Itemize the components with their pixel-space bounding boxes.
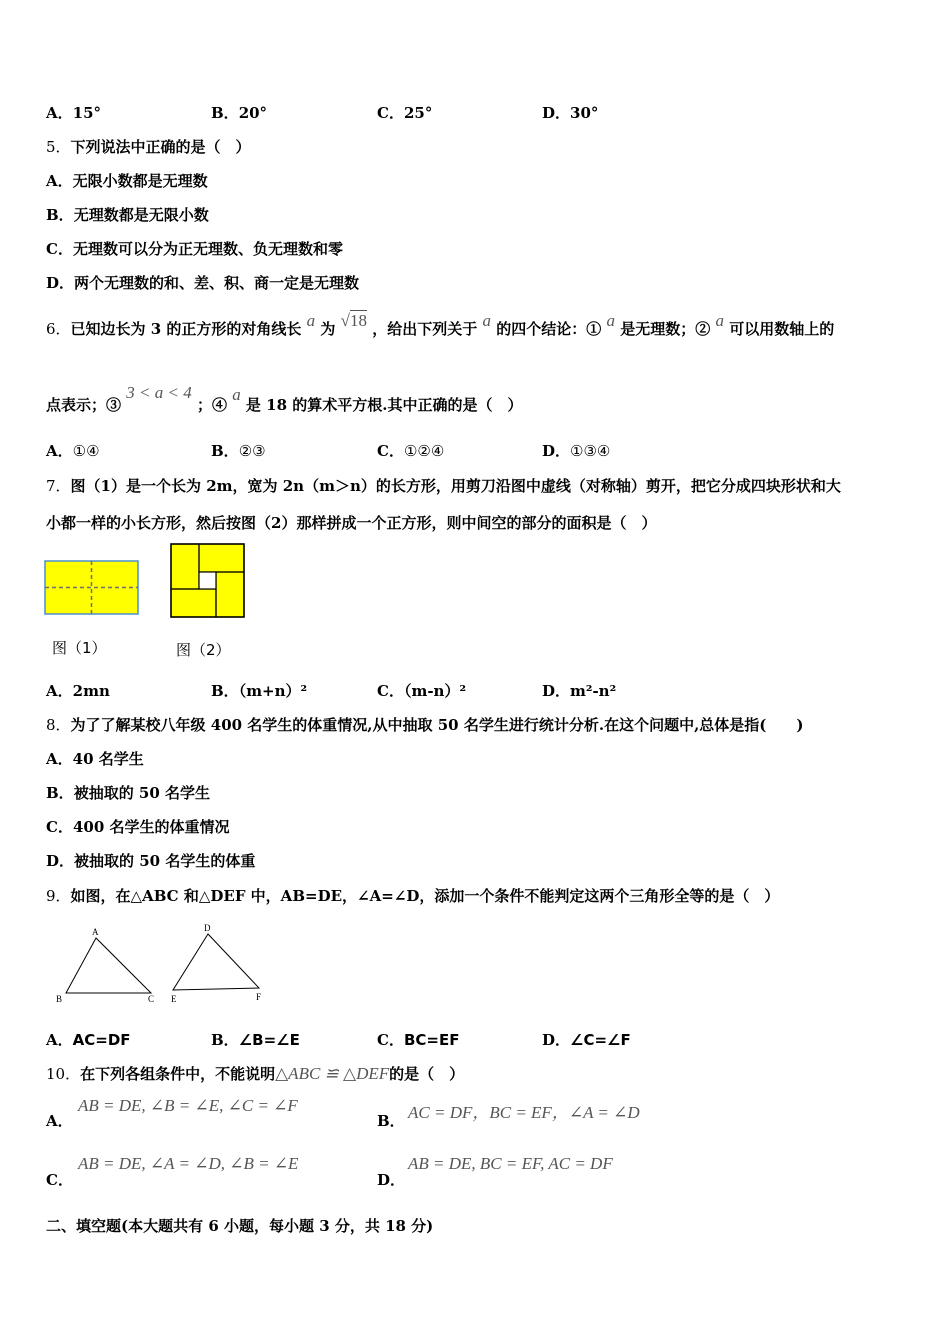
q9-stem: 9．如图，在△ABC 和△DEF 中，AB=DE，∠A=∠D，添加一个条件不能判定这两个三角形全等的是（ ） [46,887,780,905]
q7-stem-line1: 7．图（1）是一个长为 2m，宽为 2n（m＞n）的长方形，用剪刀沿图中虚线（对称轴）剪开，把它分成四块形状和大 [46,477,841,495]
vertex-label-b: B [56,994,63,1004]
q10-stem: 10．在下列各组条件中，不能说明△ABC ≌ △DEF的是（ ） [46,1064,465,1083]
option-text: 30° [570,104,599,122]
q10-option-b-label: B． [377,1112,405,1130]
q6-option-b: B．②③ [211,442,266,460]
center-hole [199,572,216,589]
option-text: 15° [72,104,102,122]
q4-option-d [542,102,598,123]
q5-option-d: D．两个无理数的和、差、积、商一定是无理数 [46,274,360,292]
q8-option-a: A．40 名学生 [46,750,144,768]
q7-option-b: B．（m+n）² [211,682,308,700]
q9-option-a: A．AC=DF [46,1031,131,1049]
option-text: 20° [238,104,268,122]
vertex-label-f: F [256,992,262,1002]
q4-option-c [377,102,432,123]
q10-option-d-label: D． [377,1171,406,1189]
q8-option-b: B．被抽取的 50 名学生 [46,784,211,802]
triangle-abc [66,938,151,993]
q7-stem-line2: 小都一样的小长方形，然后按图（2）那样拼成一个正方形，则中间空的部分的面积是（ ） [46,514,657,532]
q8-stem: 8．为了了解某校八年级 400 名学生的体重情况,从中抽取 50 名学生进行统计分析.在这个问题中,总体是指( ) [46,716,804,734]
q7-figure-1-caption: 图（1） [52,639,107,657]
q9-option-b: B．∠B=∠E [211,1031,300,1049]
q8-option-c: C．400 名学生的体重情况 [46,818,230,836]
q7-option-a: A．2mn [46,682,110,700]
q6-option-c: C．①②④ [377,442,445,460]
q5-option-c: C．无理数可以分为正无理数、负无理数和零 [46,240,343,258]
vertex-label-d: D [204,923,211,933]
q6-stem-line1: 6．已知边长为 3 的正方形的对角线长 a 为 √18 ，给出下列关于 a 的四个结论：① a 是无理数；② a 可以用数轴上的 [46,311,835,338]
q10-option-b-text: AC = DF，BC = EF，∠A = ∠D [408,1103,640,1122]
vertex-label-c: C [148,994,155,1004]
option-label: A． [46,104,73,122]
q10-option-c-text: AB = DE, ∠A = ∠D, ∠B = ∠E [78,1154,299,1173]
q5-option-a: A．无限小数都是无理数 [46,172,208,190]
option-text: 25° [403,104,433,122]
q6-option-d: D．①③④ [542,442,611,460]
q7-option-c: C．（m-n）² [377,682,467,700]
triangle-def [173,934,259,990]
q8-option-d: D．被抽取的 50 名学生的体重 [46,852,256,870]
q7-figure-2 [170,543,246,619]
option-label: C． [377,104,404,122]
q7-figure-2-caption: 图（2） [176,641,231,659]
q10-option-a-label: A． [46,1112,73,1130]
q5-stem: 5．下列说法中正确的是（ ） [46,138,251,156]
q6-stem-line2: 点表示；③ 3 < a < 4 ；④ a 是 18 的算术平方根.其中正确的是（ ） [46,383,523,414]
sqrt-expression: √18 [340,311,367,330]
q10-option-c-label: C． [46,1171,73,1189]
congruence-expression: △ABC ≌ △DEF [275,1064,390,1083]
section-2-title: 二、填空题(本大题共有 6 小题，每小题 3 分，共 18 分) [46,1217,434,1235]
q9-option-d: D．∠C=∠F [542,1031,631,1049]
q4-option-b [211,102,267,123]
q9-option-c: C．BC=EF [377,1031,460,1049]
option-label: D． [542,104,571,122]
q7-figure-1 [44,560,140,616]
q6-option-a: A．①④ [46,442,100,460]
q7-option-d: D．m²-n² [542,682,617,700]
q9-triangles-figure [50,920,280,1010]
q10-option-a-text: AB = DE, ∠B = ∠E, ∠C = ∠F [78,1096,298,1115]
vertex-label-a: A [92,927,99,937]
q5-option-b: B．无理数都是无限小数 [46,206,209,224]
q4-option-a [46,102,101,123]
option-label: B． [211,104,239,122]
q10-option-d-text: AB = DE, BC = EF, AC = DF [408,1154,613,1173]
vertex-label-e: E [171,994,177,1004]
